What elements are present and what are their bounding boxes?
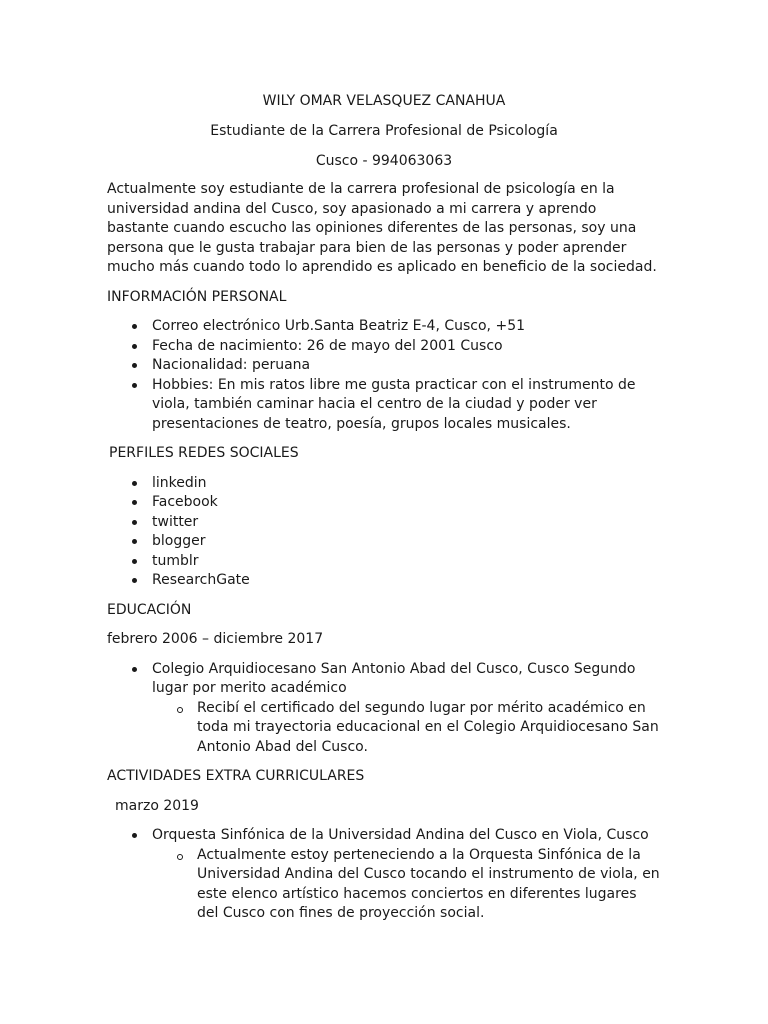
list-item: Facebook bbox=[152, 493, 662, 513]
list-item: linkedin bbox=[152, 474, 662, 494]
education-detail: Recibí el certificado del segundo lugar por mérito académico en toda mi trayectoria educacional en el Colegio Arquidiocesano San Antonio Abad del Cusco. bbox=[197, 699, 662, 758]
activities-heading: ACTIVIDADES EXTRA CURRICULARES bbox=[107, 768, 365, 784]
social-profiles-list bbox=[107, 474, 662, 591]
resume-body bbox=[107, 180, 662, 934]
list-item bbox=[152, 826, 662, 924]
list-item: Fecha de nacimiento: 26 de mayo del 2001 Cusco bbox=[152, 337, 662, 357]
list-item: Hobbies: En mis ratos libre me gusta practicar con el instrumento de viola, también caminar hacia el centro de la ciudad y poder ver presentaciones de teatro, poesía, grupos locales musicales. bbox=[152, 376, 662, 435]
education-heading: EDUCACIÓN bbox=[107, 601, 192, 618]
activities-sublist bbox=[152, 846, 662, 924]
list-item: Correo electrónico Urb.Santa Beatriz E-4, Cusco, +51 bbox=[152, 317, 662, 337]
person-subtitle: Estudiante de la Carrera Profesional de Psicología bbox=[210, 123, 558, 139]
list-item: tumblr bbox=[152, 552, 662, 572]
list-item bbox=[152, 660, 662, 758]
person-name: WILY OMAR VELASQUEZ CANAHUA bbox=[262, 93, 506, 109]
social-profiles-heading: PERFILES REDES SOCIALES bbox=[109, 445, 299, 461]
education-item: Colegio Arquidiocesano San Antonio Abad del Cusco, Cusco Segundo lugar por merito académico bbox=[152, 660, 636, 696]
person-contact: Cusco - 994063063 bbox=[315, 153, 453, 169]
list-item: Nacionalidad: peruana bbox=[152, 356, 662, 376]
personal-info-list bbox=[107, 317, 662, 434]
list-item: twitter bbox=[152, 513, 662, 533]
education-list bbox=[107, 660, 662, 758]
list-item: blogger bbox=[152, 532, 662, 552]
personal-info-heading: INFORMACIÓN PERSONAL bbox=[107, 288, 287, 305]
activities-period: marzo 2019 bbox=[115, 797, 199, 814]
list-item: ResearchGate bbox=[152, 571, 662, 591]
activity-item: Orquesta Sinfónica de la Universidad Andina del Cusco en Viola, Cusco bbox=[152, 827, 649, 843]
summary-paragraph: Actualmente soy estudiante de la carrera profesional de psicología en la universidad andina del Cusco, soy apasionado a mi carrera y aprendo bastante cuando escucho las opiniones diferentes de las personas, soy una persona que le gusta trabajar para bien de las personas y poder aprender mucho más cuando todo lo aprendido es aplicado en beneficio de la sociedad. bbox=[107, 181, 657, 275]
education-sublist bbox=[152, 699, 662, 758]
activities-list bbox=[107, 826, 662, 924]
education-period: febrero 2006 – diciembre 2017 bbox=[107, 631, 324, 647]
activity-detail: Actualmente estoy perteneciendo a la Orquesta Sinfónica de la Universidad Andina del Cusco tocando el instrumento de viola, en este elenco artístico hacemos conciertos en diferentes lugares del Cusco con fines de proyección social. bbox=[197, 846, 662, 924]
